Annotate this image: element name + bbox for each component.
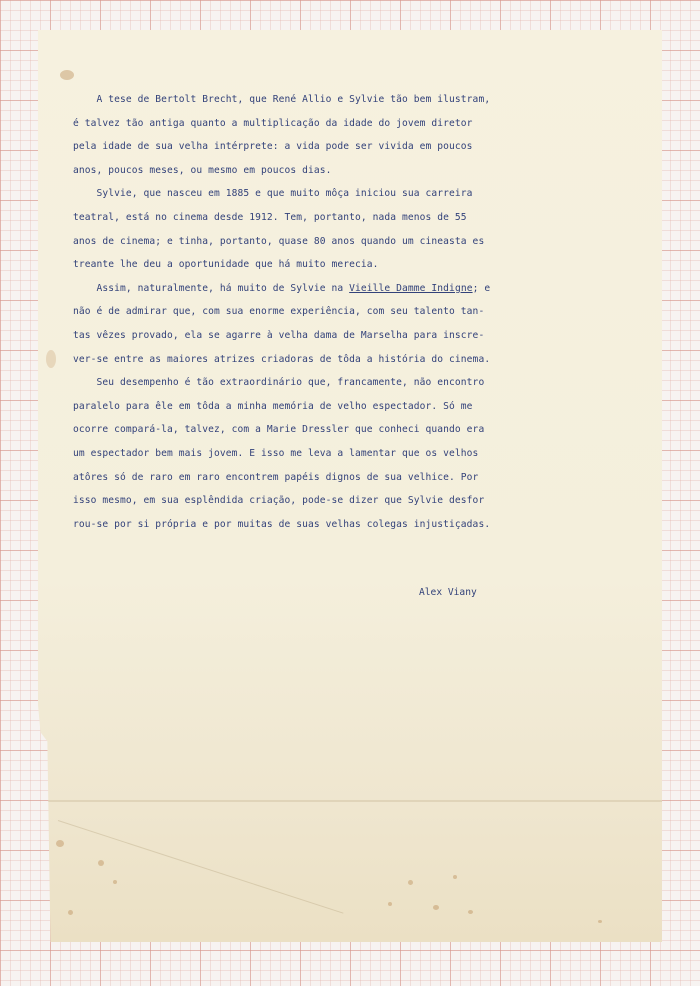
text-line: atôres só de raro em raro encontrem papéis dignos de sua velhice. Por [73,471,479,483]
text-line: anos, poucos meses, ou mesmo em poucos dias. [73,164,332,176]
text-line: rou-se por si própria e por muitas de suas velhas colegas injustiçadas. [73,518,491,530]
text-line: teatral, está no cinema desde 1912. Tem, portanto, nada menos de 55 [73,211,467,223]
text-line: ocorre compará-la, talvez, com a Marie Dressler que conheci quando era [73,424,485,436]
text-line: treante lhe deu a oportunidade que há muito merecia. [73,259,379,271]
stain [468,910,473,914]
text-line: anos de cinema; e tinha, portanto, quase 80 anos quando um cineasta es [73,235,485,247]
text-line: Seu desempenho é tão extraordinário que, francamente, não encontro [73,377,485,389]
stain [46,350,56,368]
text-line: um espectador bem mais jovem. E isso me leva a lamentar que os velhos [73,447,479,459]
text-line: é talvez tão antiga quanto a multiplicação da idade do jovem diretor [73,117,473,129]
text-line [73,277,593,301]
paper-crease [58,820,344,914]
text-line: paralelo para êle em tôda a minha memória de velho espectador. Só me [73,400,473,412]
text-segment: Assim, naturalmente, há muito de Sylvie na [73,282,350,294]
stain [408,880,413,885]
signature: Alex Viany [419,587,477,598]
stain [113,880,117,884]
film-title: Vieille Damme Indigne [349,282,473,294]
stain [68,910,73,915]
text-line: tas vêzes provado, ela se agarre à velha dama de Marselha para inscre- [73,329,485,341]
stain [433,905,439,910]
text-segment: ; e [472,282,491,294]
stain [388,902,392,906]
stain [598,920,602,923]
text-line: ver-se entre as maiores atrizes criadoras de tôda a história do cinema. [73,353,491,365]
text-line: A tese de Bertolt Brecht, que René Allio e Sylvie tão bem ilustram, [73,94,491,105]
text-line: não é de admirar que, com sua enorme experiência, com seu talento tan- [73,306,485,318]
text-line: pela idade de sua velha intérprete: a vida pode ser vivida em poucos [73,141,473,153]
stain [60,70,74,80]
text-line: isso mesmo, em sua esplêndida criação, pode-se dizer que Sylvie desfor [73,495,485,507]
stain [98,860,104,866]
body-text [73,88,593,536]
stain [453,875,457,879]
stain [56,840,64,847]
paper-fold [38,800,662,802]
text-line: Sylvie, que nasceu em 1885 e que muito môça iniciou sua carreira [73,188,473,200]
